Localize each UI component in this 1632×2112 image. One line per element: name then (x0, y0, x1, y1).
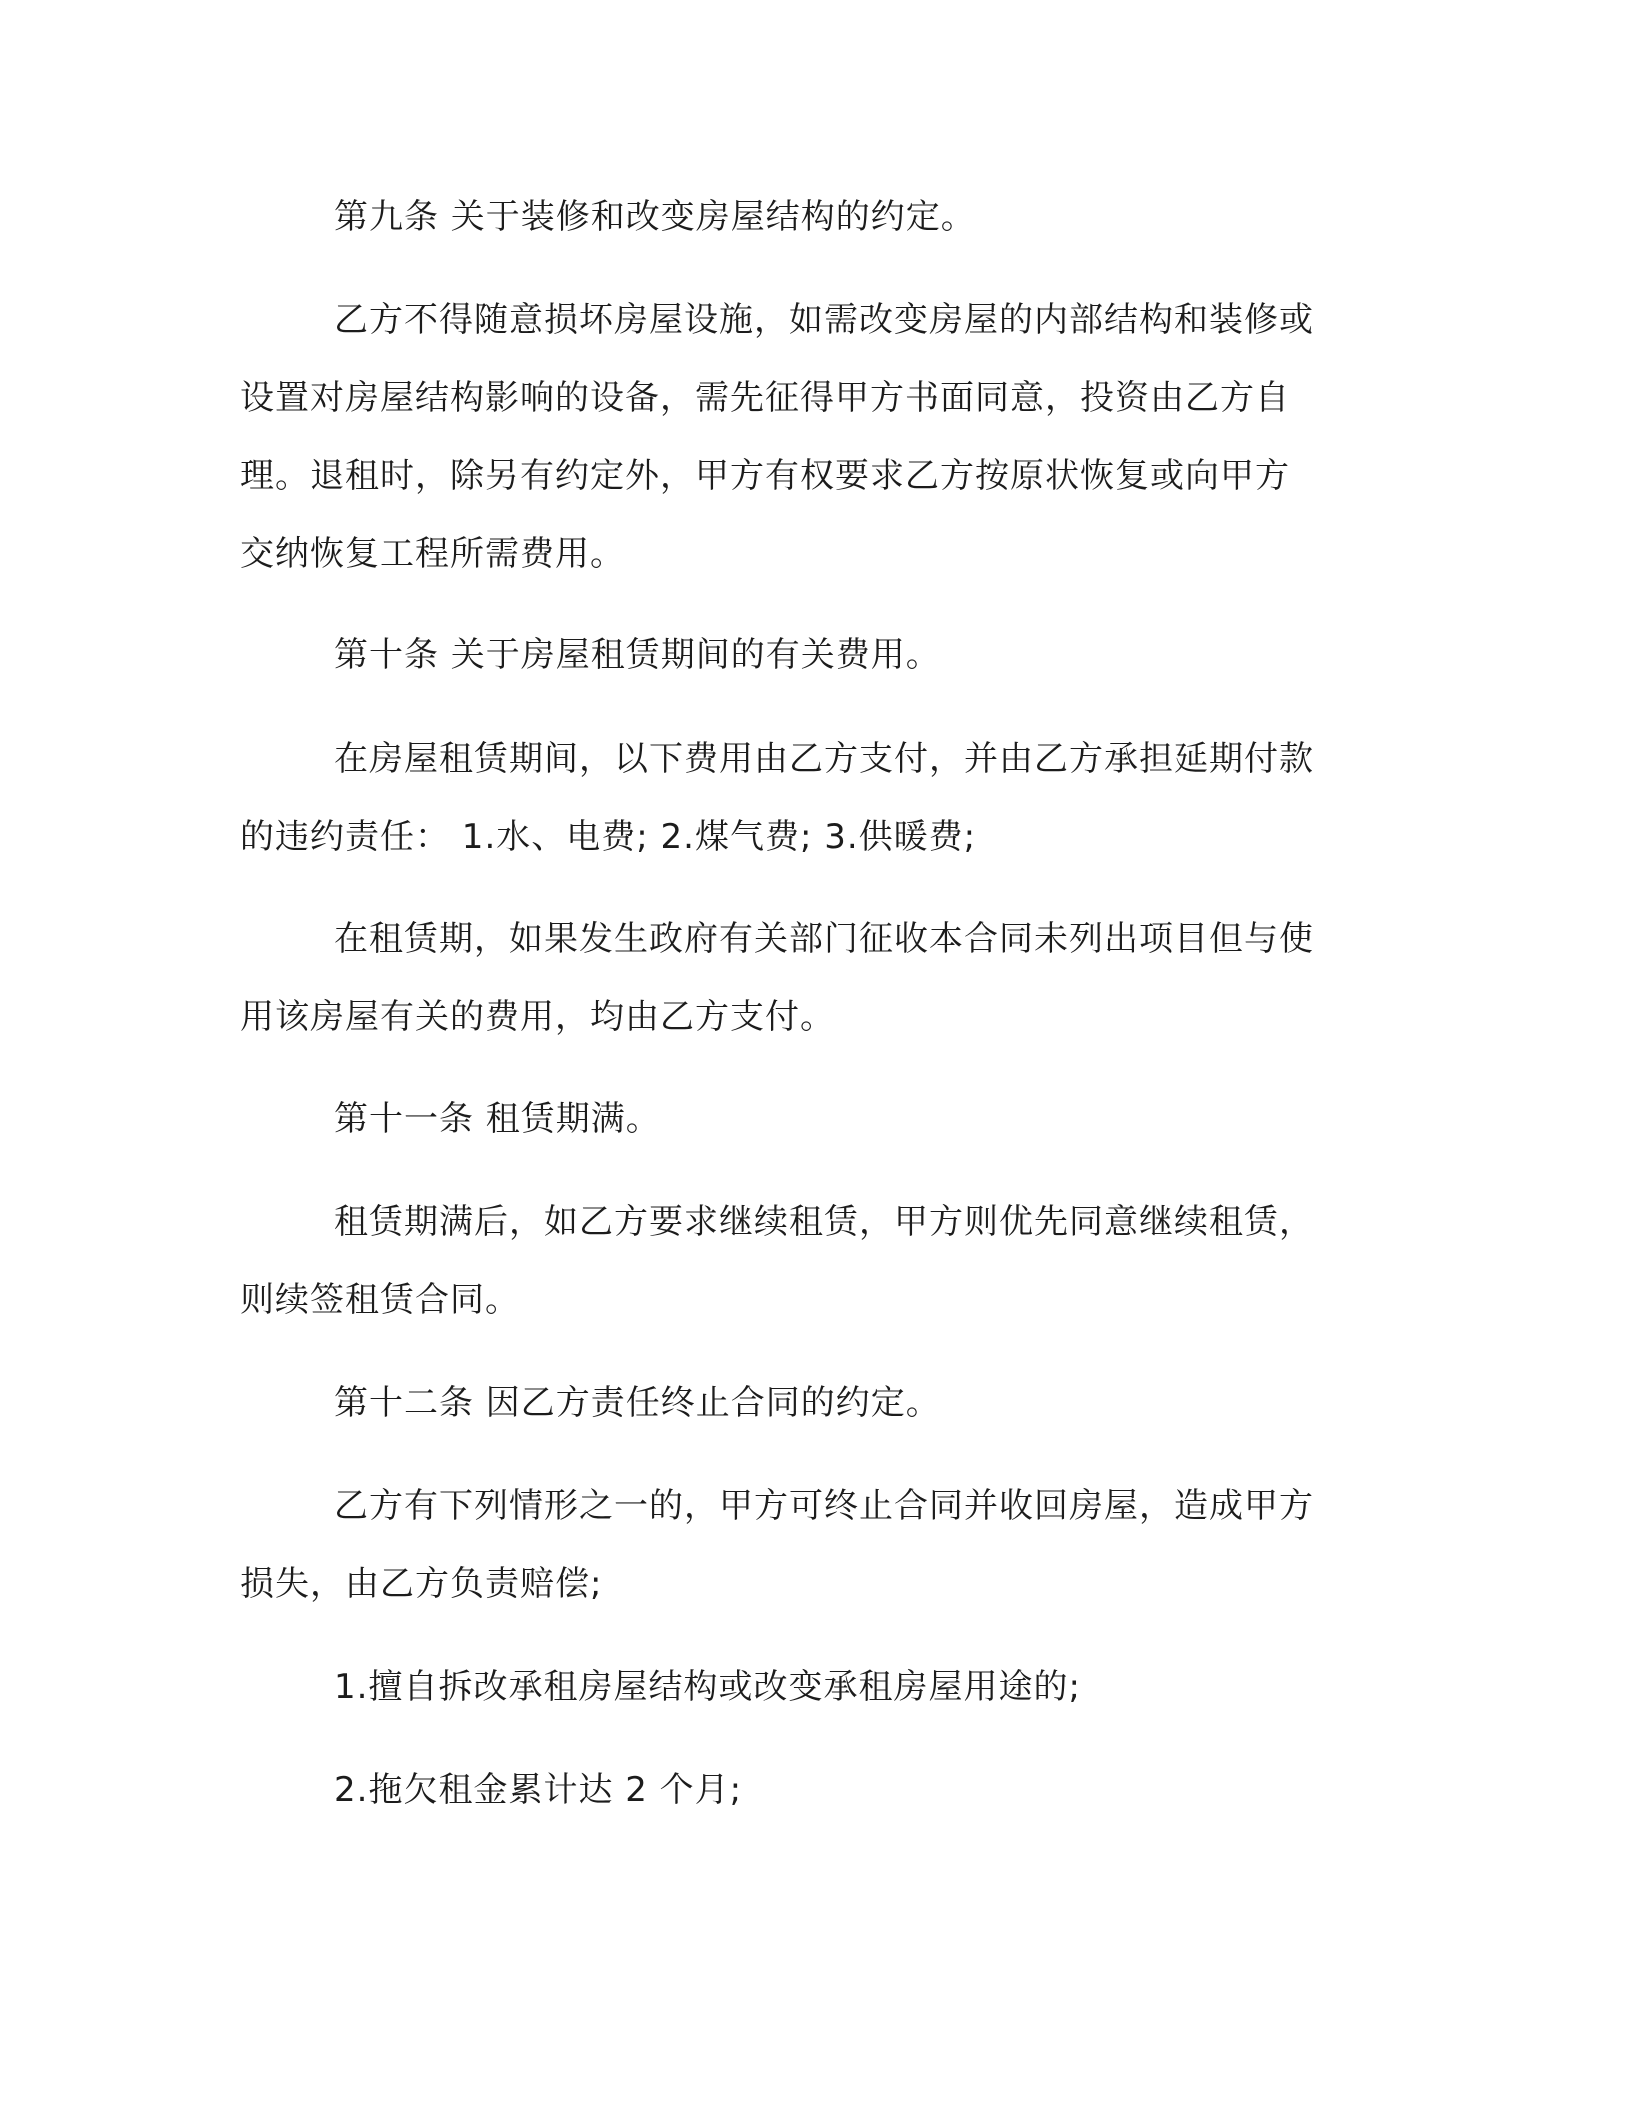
paragraph-line: 理。退租时，除另有约定外，甲方有权要求乙方按原状恢复或向甲方 (240, 456, 1290, 496)
article-12-body (240, 1467, 1380, 1623)
list-item: 1.擅自拆改承租房屋结构或改变承租房屋用途的; (334, 1667, 1081, 1707)
article-9-heading: 第九条 关于装修和改变房屋结构的约定。 (334, 197, 976, 237)
article-12 (240, 1364, 1380, 1442)
paragraph-line: 设置对房屋结构影响的设备，需先征得甲方书面同意，投资由乙方自 (240, 378, 1290, 418)
article-10-body-1 (240, 720, 1380, 876)
paragraph-line: 乙方有下列情形之一的，甲方可终止合同并收回房屋，造成甲方 (334, 1486, 1314, 1526)
paragraph-line: 乙方不得随意损坏房屋设施，如需改变房屋的内部结构和装修或 (334, 300, 1314, 340)
article-10 (240, 616, 1380, 694)
article-10-heading: 第十条 关于房屋租赁期间的有关费用。 (334, 635, 941, 675)
article-12-heading: 第十二条 因乙方责任终止合同的约定。 (334, 1383, 941, 1423)
article-11 (240, 1080, 1380, 1158)
list-item: 2.拖欠租金累计达 2 个月; (334, 1770, 743, 1810)
paragraph-line: 损失，由乙方负责赔偿; (240, 1564, 603, 1604)
article-10-body-2 (240, 900, 1380, 1056)
paragraph-line: 在房屋租赁期间，以下费用由乙方支付，并由乙方承担延期付款 (334, 739, 1314, 779)
article-11-heading: 第十一条 租赁期满。 (334, 1099, 661, 1139)
article-12-item-1 (240, 1648, 1380, 1726)
article-9 (240, 178, 1380, 256)
paragraph-line: 交纳恢复工程所需费用。 (240, 534, 625, 574)
paragraph-line: 租赁期满后，如乙方要求继续租赁，甲方则优先同意继续租赁， (334, 1202, 1314, 1242)
article-12-item-2 (240, 1751, 1380, 1829)
paragraph-line: 用该房屋有关的费用，均由乙方支付。 (240, 997, 835, 1037)
paragraph-line: 则续签租赁合同。 (240, 1280, 520, 1320)
article-9-body (240, 281, 1380, 593)
article-11-body (240, 1183, 1380, 1339)
paragraph-line: 的违约责任： 1.水、电费; 2.煤气费; 3.供暖费; (240, 817, 977, 857)
paragraph-line: 在租赁期，如果发生政府有关部门征收本合同未列出项目但与使 (334, 919, 1314, 959)
